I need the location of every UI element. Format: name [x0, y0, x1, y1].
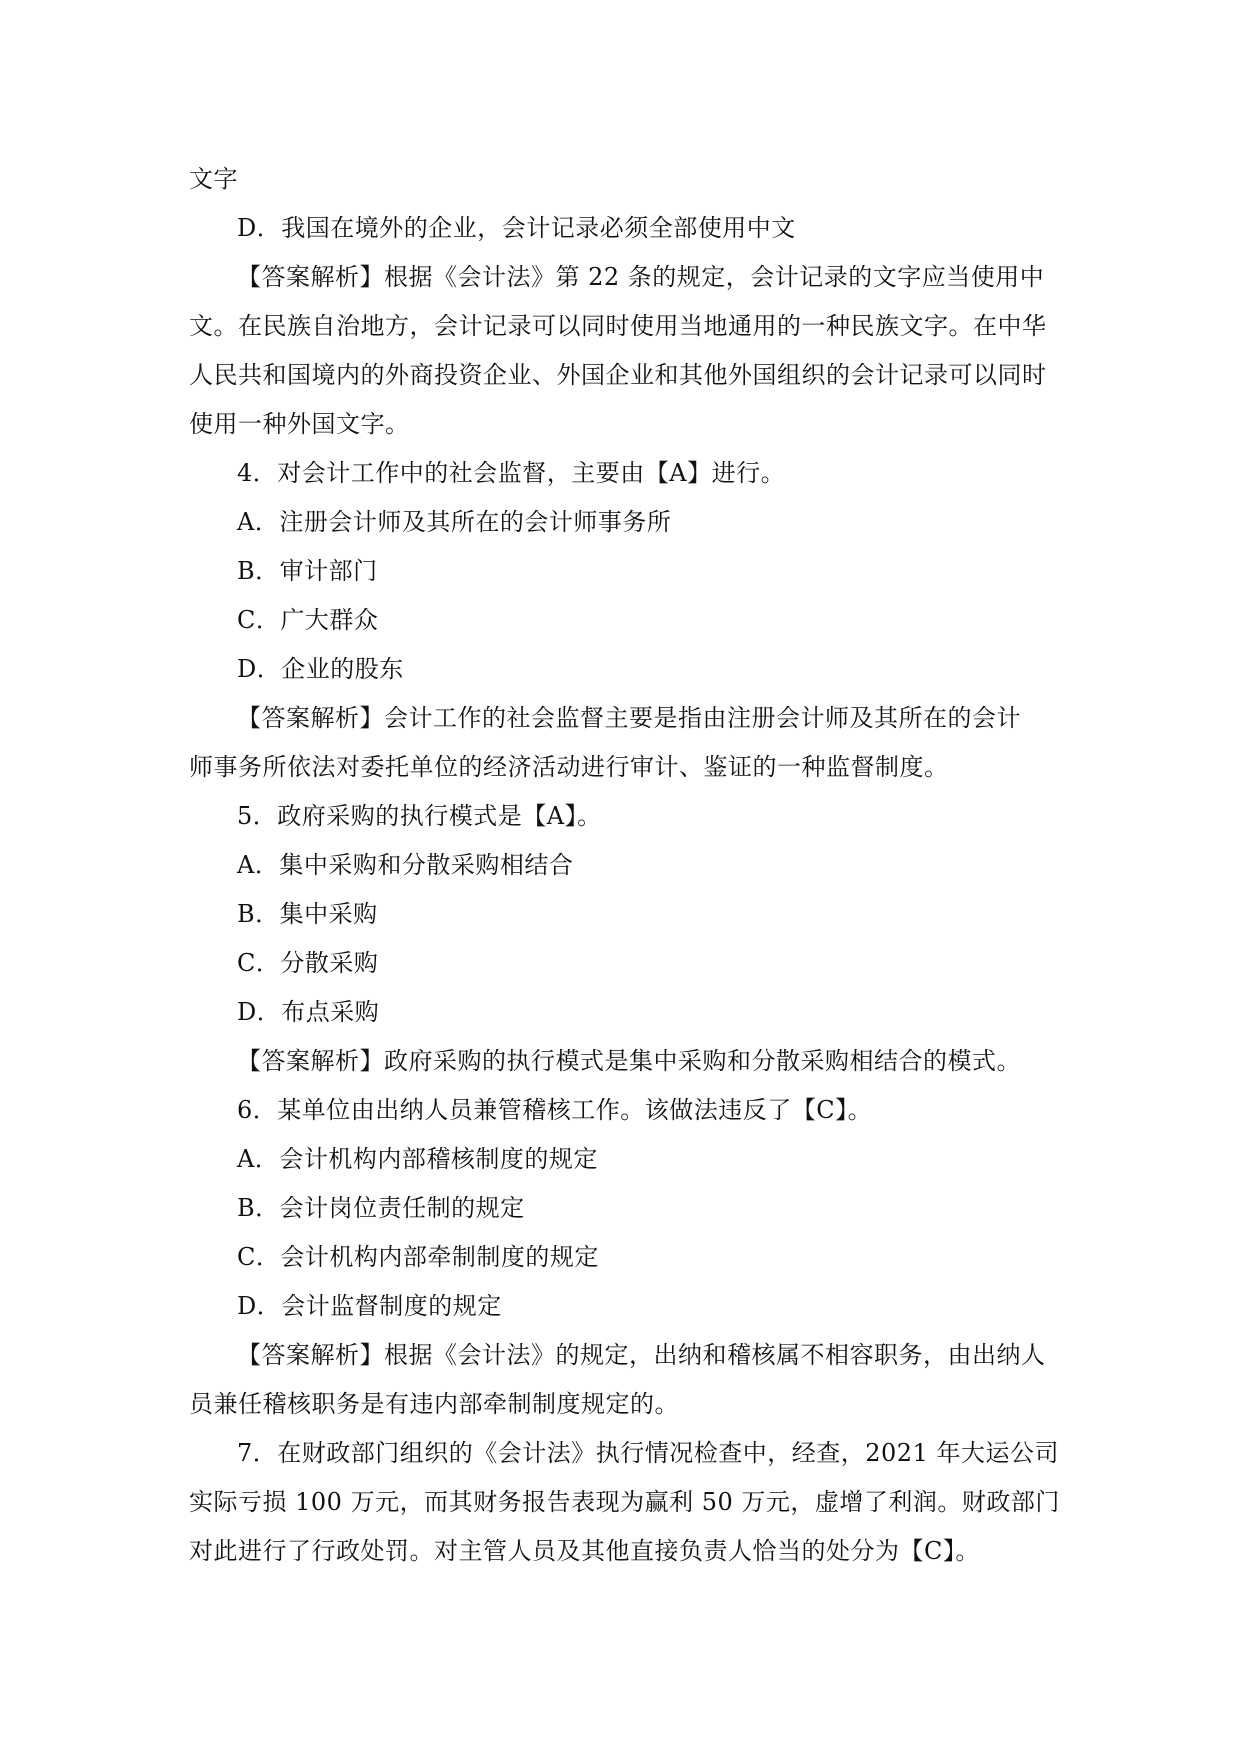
text-line: 文字 [189, 165, 238, 193]
document-page [189, 155, 1059, 1576]
option-line: D．布点采购 [237, 998, 380, 1026]
text-line: 实际亏损 100 万元，而其财务报告表现为赢利 50 万元，虚增了利润。财政部门 [189, 1488, 1060, 1516]
question-line: 6．某单位由出纳人员兼管稽核工作。该做法违反了【C】。 [237, 1096, 873, 1124]
answer-explanation-line: 【答案解析】会计工作的社会监督主要是指由注册会计师及其所在的会计 [237, 704, 1021, 732]
text-line: 文。在民族自治地方，会计记录可以同时使用当地通用的一种民族文字。在中华 [189, 312, 1047, 340]
option-line: D．企业的股东 [237, 655, 404, 683]
question-line: 4．对会计工作中的社会监督，主要由【A】进行。 [237, 459, 786, 487]
option-line: D．会计监督制度的规定 [237, 1292, 502, 1320]
option-line: C．广大群众 [237, 606, 379, 634]
option-line: A．注册会计师及其所在的会计师事务所 [237, 508, 672, 536]
option-line: D．我国在境外的企业，会计记录必须全部使用中文 [237, 214, 796, 242]
option-line: A．会计机构内部稽核制度的规定 [237, 1145, 598, 1173]
option-line: C．分散采购 [237, 949, 379, 977]
question-line: 5．政府采购的执行模式是【A】。 [237, 802, 602, 830]
text-line: 人民共和国境内的外商投资企业、外国企业和其他外国组织的会计记录可以同时 [189, 361, 1047, 389]
answer-explanation-line: 【答案解析】政府采购的执行模式是集中采购和分散采购相结合的模式。 [237, 1047, 1021, 1075]
option-line: C．会计机构内部牵制制度的规定 [237, 1243, 599, 1271]
answer-explanation-line: 【答案解析】根据《会计法》第 22 条的规定，会计记录的文字应当使用中 [237, 263, 1045, 291]
answer-explanation-line: 【答案解析】根据《会计法》的规定，出纳和稽核属不相容职务，由出纳人 [237, 1341, 1046, 1369]
option-line: B．会计岗位责任制的规定 [237, 1194, 525, 1222]
question-line: 7．在财政部门组织的《会计法》执行情况检查中，经查，2021 年大运公司 [237, 1439, 1059, 1467]
text-line: 师事务所依法对委托单位的经济活动进行审计、鉴证的一种监督制度。 [189, 753, 949, 781]
text-line: 使用一种外国文字。 [189, 410, 410, 438]
option-line: B．集中采购 [237, 900, 378, 928]
option-line: B．审计部门 [237, 557, 378, 585]
text-line: 对此进行了行政处罚。对主管人员及其他直接负责人恰当的处分为【C】。 [189, 1537, 980, 1565]
option-line: A．集中采购和分散采购相结合 [237, 851, 574, 879]
text-line: 员兼任稽核职务是有违内部牵制制度规定的。 [189, 1390, 679, 1418]
